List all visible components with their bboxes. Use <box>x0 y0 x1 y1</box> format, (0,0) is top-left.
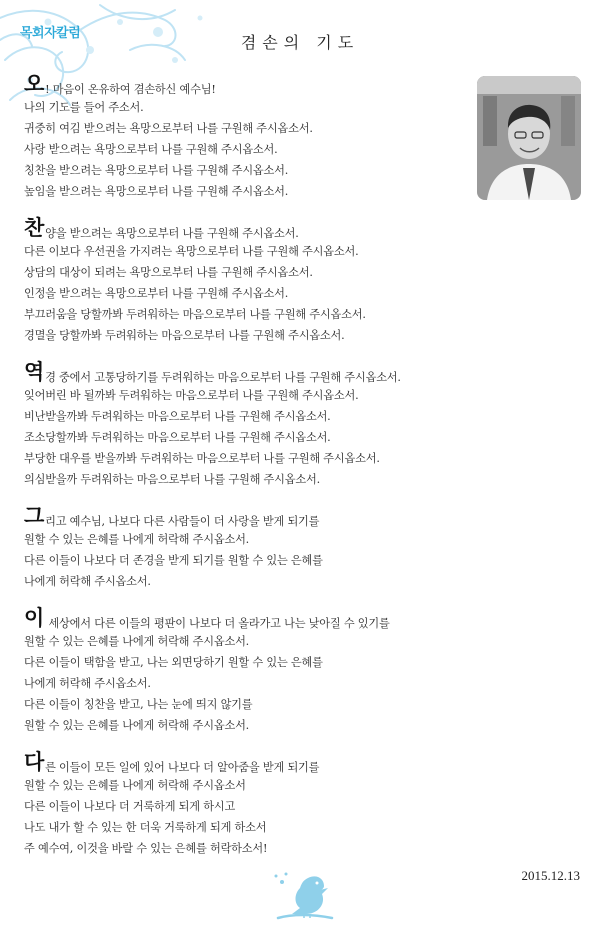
stanza-first-line-text: ! 마음이 온유하여 겸손하신 예수님! <box>45 83 216 96</box>
bird-icon <box>270 868 340 924</box>
stanza <box>24 606 474 736</box>
poem-line: 원할 수 있는 은혜를 나에게 허락해 주시옵소서. <box>24 719 250 732</box>
stanza-first-line-text: 세상에서 다른 이들의 평판이 나보다 더 올라가고 나는 낮아질 수 있기를 <box>45 617 390 630</box>
stanza-initial: 역 <box>24 360 45 384</box>
poem-line: 높임을 받으려는 욕망으로부터 나를 구원해 주시옵소서. <box>24 185 289 198</box>
poem-line: 다른 이보다 우선권을 가지려는 욕망으로부터 나를 구원해 주시옵소서. <box>24 245 359 258</box>
stanza-first-line <box>24 504 474 529</box>
stanza-first-line-text: 른 이들이 모든 일에 있어 나보다 더 알아줌을 받게 되기를 <box>45 761 320 774</box>
stanza-initial: 그 <box>24 504 45 528</box>
poem-line: 다른 이들이 택함을 받고, 나는 외면당하기 원할 수 있는 은혜를 <box>24 656 323 669</box>
poem-line: 다른 이들이 나보다 더 거룩하게 되게 하시고 <box>24 800 236 813</box>
stanza-first-line-text: 경 중에서 고통당하기를 두려워하는 마음으로부터 나를 구원해 주시옵소서. <box>45 371 401 384</box>
poem-line: 원할 수 있는 은혜를 나에게 허락해 주시옵소서. <box>24 533 250 546</box>
stanza <box>24 504 474 592</box>
poem-line: 원할 수 있는 은혜를 나에게 허락해 주시옵소서. <box>24 635 250 648</box>
poem-line: 인정을 받으려는 욕망으로부터 나를 구원해 주시옵소서. <box>24 287 289 300</box>
stanza <box>24 750 474 859</box>
poem-line: 나의 기도를 들어 주소서. <box>24 101 144 114</box>
poem-line: 다른 이들이 칭찬을 받고, 나는 눈에 띄지 않기를 <box>24 698 253 711</box>
poem-line: 다른 이들이 나보다 더 존경을 받게 되기를 원할 수 있는 은혜를 <box>24 554 323 567</box>
poem-line: 나에게 허락해 주시옵소서. <box>24 575 151 588</box>
poem-line: 나도 내가 할 수 있는 한 더욱 거룩하게 되게 하소서 <box>24 821 267 834</box>
stanza-initial: 다 <box>24 750 45 774</box>
column-label: 목회자칼럼 <box>20 26 81 41</box>
stanza-first-line <box>24 360 474 385</box>
stanza-first-line <box>24 606 474 631</box>
date: 2015.12.13 <box>521 868 580 883</box>
stanza-initial: 오 <box>24 72 45 96</box>
poem-line: 경멸을 당할까봐 두려워하는 마음으로부터 나를 구원해 주시옵소서. <box>24 329 345 342</box>
poem-line: 의심받을까 두려워하는 마음으로부터 나를 구원해 주시옵소서. <box>24 473 320 486</box>
stanza-first-line <box>24 72 474 97</box>
page-title: 겸손의 기도 <box>240 33 360 52</box>
poem-line: 사랑 받으려는 욕망으로부터 나를 구원해 주시옵소서. <box>24 143 278 156</box>
stanza-first-line <box>24 750 474 775</box>
poem-line: 잊어버린 바 될까봐 두려워하는 마음으로부터 나를 구원해 주시옵소서. <box>24 389 359 402</box>
poem-line: 상담의 대상이 되려는 욕망으로부터 나를 구원해 주시옵소서. <box>24 266 313 279</box>
stanza <box>24 72 474 202</box>
stanza-first-line <box>24 216 474 241</box>
poem-line: 귀중히 여김 받으려는 욕망으로부터 나를 구원해 주시옵소서. <box>24 122 313 135</box>
poem-body <box>24 72 474 877</box>
poem-line: 부당한 대우를 받을까봐 두려워하는 마음으로부터 나를 구원해 주시옵소서. <box>24 452 380 465</box>
poem-line: 나에게 허락해 주시옵소서. <box>24 677 151 690</box>
stanza-first-line-text: 리고 예수님, 나보다 다른 사람들이 더 사랑을 받게 되기를 <box>45 515 320 528</box>
stanza <box>24 360 474 490</box>
poem-line: 부끄러움을 당할까봐 두려워하는 마음으로부터 나를 구원해 주시옵소서. <box>24 308 366 321</box>
poem-line: 조소당할까봐 두려워하는 마음으로부터 나를 구원해 주시옵소서. <box>24 431 331 444</box>
poem-line: 원할 수 있는 은혜를 나에게 허락해 주시옵소서 <box>24 779 246 792</box>
stanza-first-line-text: 양을 받으려는 욕망으로부터 나를 구원해 주시옵소서. <box>45 227 299 240</box>
stanza-initial: 이 <box>24 606 45 630</box>
stanza <box>24 216 474 346</box>
poem-line: 칭찬을 받으려는 욕망으로부터 나를 구원해 주시옵소서. <box>24 164 289 177</box>
poem-line: 비난받을까봐 두려워하는 마음으로부터 나를 구원해 주시옵소서. <box>24 410 331 423</box>
author-photo <box>477 76 581 200</box>
poem-line: 주 예수여, 이것을 바랄 수 있는 은혜를 허락하소서! <box>24 842 268 855</box>
stanza-initial: 찬 <box>24 216 45 240</box>
